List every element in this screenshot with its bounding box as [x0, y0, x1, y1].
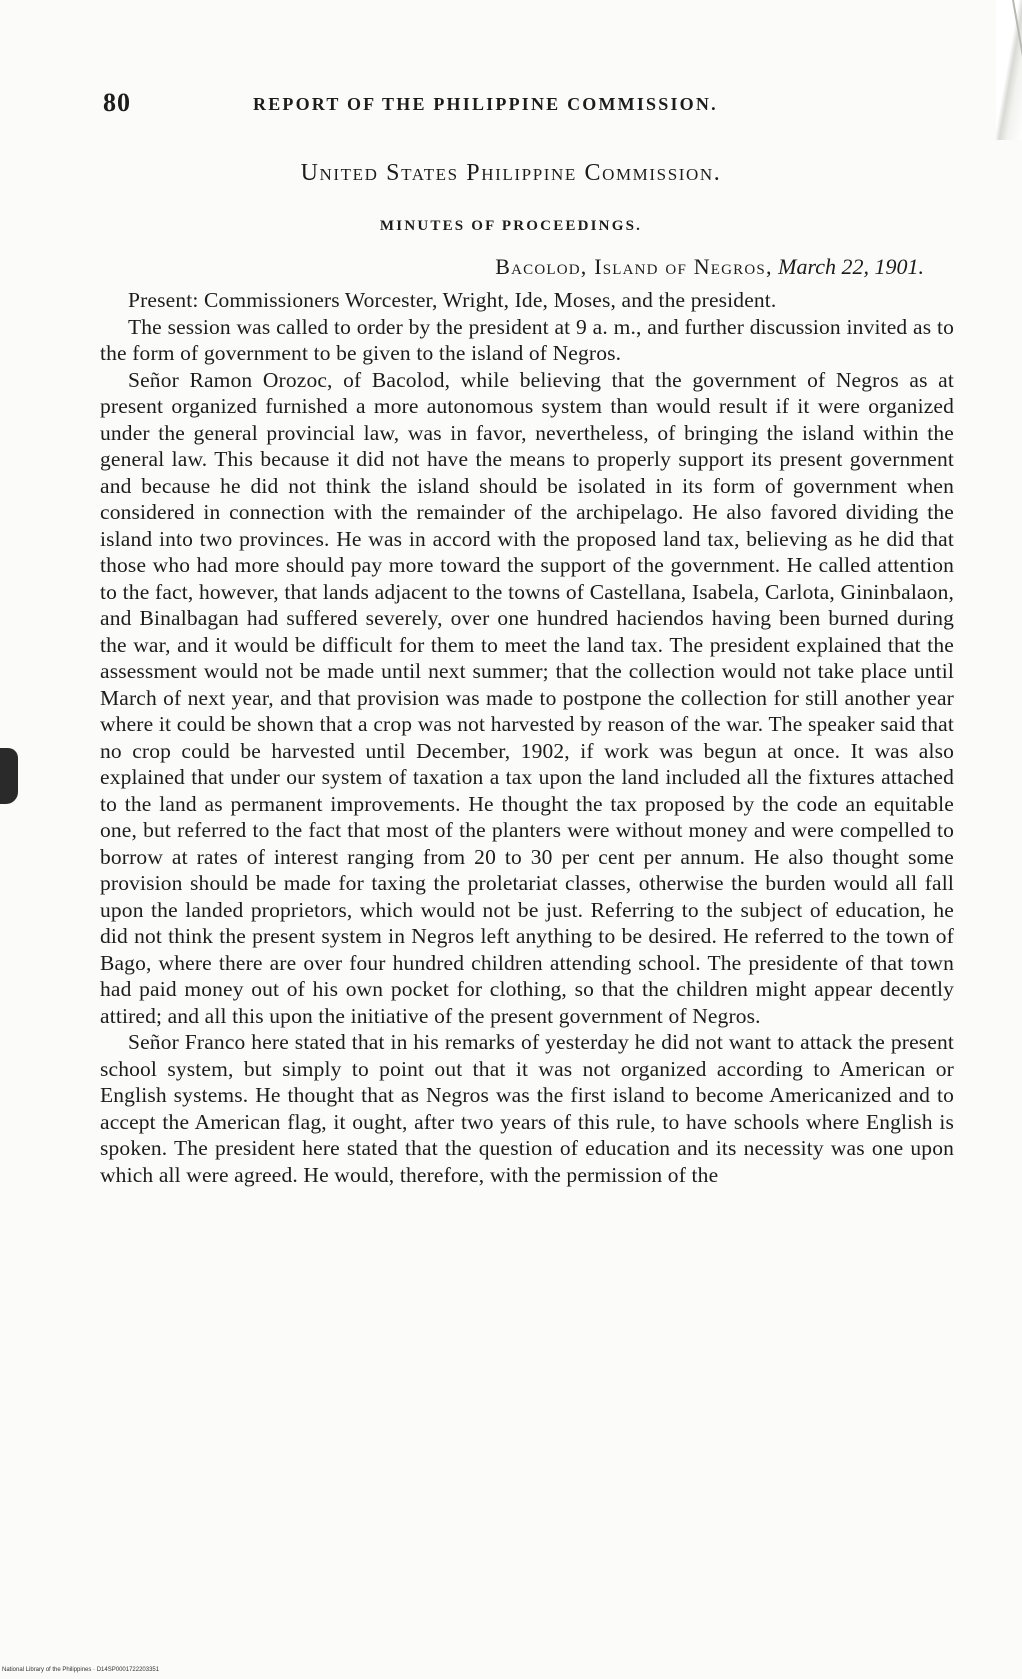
- paragraph-franco-remarks: Señor Franco here stated that in his remarks of yesterday he did not want to attack the present school system, but simply to point out that it was not organized according to American or English systems. He thought that as Negros was the first island to become Americanized and to accept the American flag, it ought, after two years of this rule, to have schools where English is spoken. The president here stated that the question of education and its necessity was one upon which all were agreed. He would, therefore, with the permission of the: [100, 1030, 954, 1187]
- dateline-date: March 22, 1901.: [778, 254, 924, 279]
- dateline: [495, 254, 924, 280]
- commission-title: United States Philippine Commission.: [300, 160, 722, 186]
- body-text: [100, 287, 954, 1188]
- paragraph-orozoc-remarks: Señor Ramon Orozoc, of Bacolod, while believing that the government of Negros as at present organized furnished a more autonomous system than would result if it were organized under the general provincial law, was in favor, nevertheless, of bringing the island within the general law. This because it did not have the means to properly support its present government and because he did not think the island should be isolated in its form of government when considered in connection with the remainder of the archipelago. He also favored dividing the island into two provinces. He was in accord with the proposed land tax, believing as he did that those who had more should pay more toward the support of the government. He called attention to the fact, however, that lands adjacent to the towns of Castellana, Isabela, Carlota, Gininbalaon, and Binalbagan had suffered severely, over one hundred haciendos having been burned during the war, and it would be difficult for them to meet the land tax. The president explained that the assessment would not be made until next summer; that the collection would not take place until March of next year, and that provision was made to postpone the collection for still another year where it could be shown that a crop was not harvested by reason of the war. The speaker said that no crop could be harvested until December, 1902, if work was begun at once. It was also explained that under our system of taxation a tax upon the land included all the fixtures attached to the land as permanent improvements. He thought the tax proposed by the code an equitable one, but referred to the fact that most of the planters were without money and were compelled to borrow at rates of interest ranging from 20 to 30 per cent per annum. He also thought some provision should be made for taxing the proletariat classes, otherwise the burden would all fall upon the landed proprietors, which would not be just. Referring to the subject of education, he did not think the present system in Negros left anything to be desired. He referred to the town of Bago, where there are over four hundred children attending school. The presidente of that town had paid money out of his own pocket for clothing, so that the children might appear decently attired; and all this upon the initiative of the present government of Negros.: [100, 367, 954, 1028]
- page-number: 80: [103, 88, 131, 117]
- dateline-place: Bacolod, Island of Negros,: [495, 254, 773, 279]
- paragraph-session-opening: The session was called to order by the president at 9 a. m., and further discussion invited as to the form of government to be given to the island of Negros.: [100, 314, 954, 365]
- running-head: REPORT OF THE PHILIPPINE COMMISSION.: [253, 94, 718, 114]
- scan-page-edge: [996, 0, 1022, 140]
- minutes-heading: MINUTES OF PROCEEDINGS.: [379, 218, 643, 234]
- scan-binding-mark: [0, 748, 18, 804]
- footer-library-note: National Library of the Philippines · D14SP0001722203351: [2, 1667, 160, 1673]
- paragraph-attendance: Present: Commissioners Worcester, Wright, Ide, Moses, and the president.: [128, 288, 777, 312]
